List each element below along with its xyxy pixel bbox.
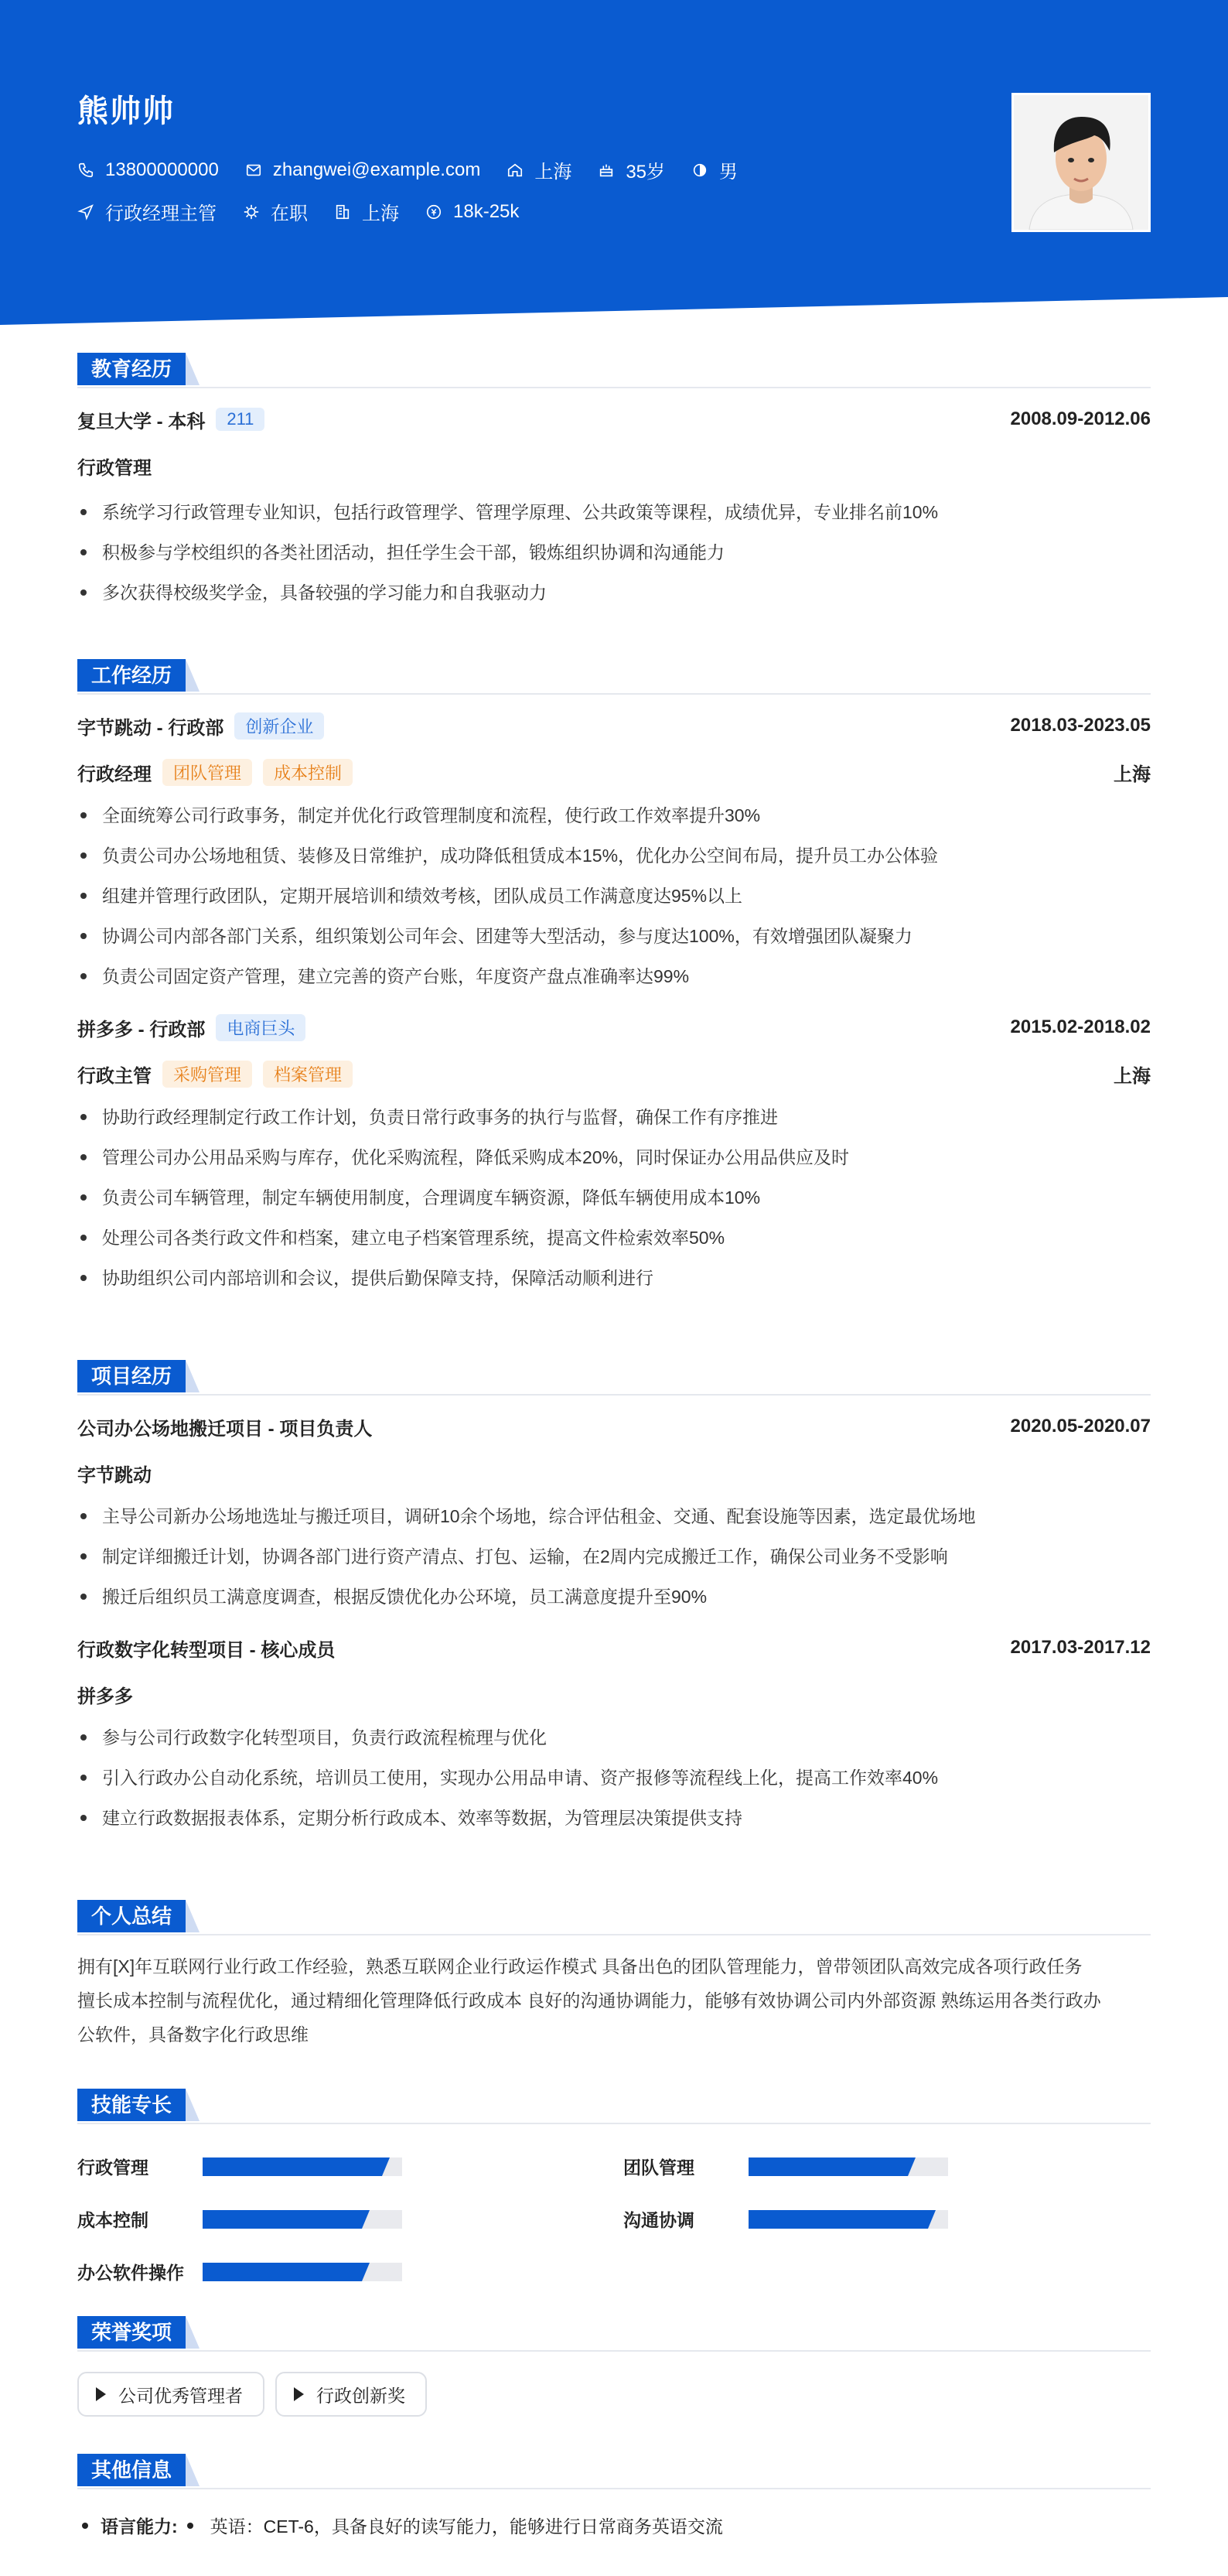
list-item: 系统学习行政管理专业知识，包括行政管理学、管理学原理、公共政策等课程，成绩优异，专业排名前10% xyxy=(77,492,1151,532)
award-name: 行政创新奖 xyxy=(316,2385,405,2406)
section-title xyxy=(77,353,1151,388)
job-row xyxy=(77,198,545,225)
project-entry-head xyxy=(77,1411,1151,1442)
phone-text: 13800000000 xyxy=(105,159,219,180)
home-icon xyxy=(507,162,524,179)
school-badge: 211 xyxy=(216,408,264,431)
education-title: 教育经历 xyxy=(77,353,186,385)
award-name: 公司优秀管理者 xyxy=(118,2385,243,2406)
section-title xyxy=(77,2316,1151,2352)
list-item: 管理公司办公用品采购与库存，优化采购流程，降低采购成本20%，同时保证办公用品供应及时 xyxy=(77,1137,1151,1177)
project-bullets xyxy=(77,1496,1151,1617)
education-bullets xyxy=(77,492,1151,613)
job-tag: 成本控制 xyxy=(263,759,353,786)
resume-header xyxy=(0,0,1228,325)
skill-bar-fill xyxy=(203,2263,362,2281)
cake-icon xyxy=(598,162,615,179)
job-target-text: 行政经理主管 xyxy=(105,203,217,224)
job-entry-head xyxy=(77,710,1151,741)
list-item: 负责公司办公场地租赁、装修及日常维护，成功降低租赁成本15%，优化办公空间布局，提升员工办公体验 xyxy=(77,835,1151,876)
phone-item xyxy=(77,159,219,181)
other-section xyxy=(77,2454,1151,2538)
skill-bar xyxy=(203,2210,402,2229)
company-name: 拼多多 - 行政部 xyxy=(77,1019,206,1040)
status-item xyxy=(243,198,308,225)
company-badge: 创新企业 xyxy=(234,712,324,740)
contact-row xyxy=(77,156,764,183)
list-item: 协助行政经理制定行政工作计划，负责日常行政事务的执行与监督，确保工作有序推进 xyxy=(77,1097,1151,1137)
skill-bar xyxy=(749,2210,948,2229)
job-role: 行政主管 xyxy=(77,1065,152,1087)
job-role: 行政经理 xyxy=(77,764,152,785)
job-bullets xyxy=(77,795,1151,996)
gender-item xyxy=(691,156,738,183)
list-item: 主导公司新办公场地选址与搬迁项目，调研10余个场地，综合评估租金、交通、配套设施等因素，选定最优场地 xyxy=(77,1496,1151,1536)
project-org: 拼多多 xyxy=(77,1686,133,1707)
job-entry-head xyxy=(77,1012,1151,1043)
avatar xyxy=(1011,93,1151,232)
skills-grid xyxy=(77,2124,1151,2283)
send-icon xyxy=(77,203,94,220)
awards-title: 荣誉奖项 xyxy=(77,2316,186,2349)
project-date: 2020.05-2020.07 xyxy=(1010,1416,1151,1437)
work-title: 工作经历 xyxy=(77,659,186,692)
job-city: 上海 xyxy=(1114,764,1151,785)
section-title xyxy=(77,1360,1151,1396)
building-icon xyxy=(334,203,351,220)
skill-bar-fill xyxy=(749,2157,908,2176)
skill-name: 沟通协调 xyxy=(623,2210,694,2230)
skills-section xyxy=(77,2089,1151,2283)
email-item xyxy=(245,159,481,181)
city-item xyxy=(334,198,399,225)
language-value: 英语：CET-6，具备良好的读写能力，能够进行日常商务英语交流 xyxy=(210,2516,723,2537)
job-date: 2015.02-2018.02 xyxy=(1010,1016,1151,1037)
skill-item xyxy=(77,2259,402,2284)
skill-bar-fill xyxy=(749,2210,928,2229)
skill-bar-fill xyxy=(203,2157,382,2176)
skills-title: 技能专长 xyxy=(77,2089,186,2121)
job-tag: 档案管理 xyxy=(263,1061,353,1088)
mail-icon xyxy=(245,162,262,179)
section-title xyxy=(77,2089,1151,2124)
skill-name: 成本控制 xyxy=(77,2210,148,2230)
list-item: 负责公司固定资产管理，建立完善的资产台账，年度资产盘点准确率达99% xyxy=(77,956,1151,996)
skill-name: 团队管理 xyxy=(623,2157,694,2178)
work-section xyxy=(77,659,1151,1298)
play-triangle-icon xyxy=(96,2387,106,2401)
list-item: 搬迁后组织员工满意度调查，根据反馈优化办公环境，员工满意度提升至90% xyxy=(77,1577,1151,1617)
section-title xyxy=(77,2454,1151,2489)
gender-text: 男 xyxy=(719,162,739,183)
skill-name: 行政管理 xyxy=(77,2157,148,2178)
email-text: zhangwei@example.com xyxy=(272,159,481,180)
project-org: 字节跳动 xyxy=(77,1464,152,1486)
education-section xyxy=(77,353,1151,613)
awards-list xyxy=(77,2372,1151,2417)
job-city: 上海 xyxy=(1114,1065,1151,1087)
list-item: 协助组织公司内部培训和会议，提供后勤保障支持，保障活动顺利进行 xyxy=(77,1258,1151,1298)
section-title xyxy=(77,659,1151,695)
other-title: 其他信息 xyxy=(77,2454,186,2486)
summary-line: 公软件，具备数字化行政思维 xyxy=(77,2024,309,2045)
skill-bar-fill xyxy=(203,2210,362,2229)
awards-section xyxy=(77,2316,1151,2417)
money-icon xyxy=(425,203,442,220)
skill-name: 办公软件操作 xyxy=(77,2263,184,2283)
job-tag: 采购管理 xyxy=(162,1061,252,1088)
education-entry-head xyxy=(77,404,1151,435)
company-name: 字节跳动 - 行政部 xyxy=(77,717,224,739)
list-item: 负责公司车辆管理，制定车辆使用制度，合理调度车辆资源，降低车辆使用成本10% xyxy=(77,1177,1151,1218)
list-item: 组建并管理行政团队，定期开展培训和绩效考核，团队成员工作满意度达95%以上 xyxy=(77,876,1151,916)
skill-bar xyxy=(203,2263,402,2281)
list-item: 协调公司内部各部门关系，组织策划公司年会、团建等大型活动，参与度达100%，有效增强团队凝聚力 xyxy=(77,916,1151,956)
job-tag: 团队管理 xyxy=(162,759,252,786)
projects-section xyxy=(77,1360,1151,1838)
salary-item xyxy=(425,201,519,223)
project-bullets xyxy=(77,1717,1151,1838)
education-date: 2008.09-2012.06 xyxy=(1010,408,1151,429)
summary-text xyxy=(77,1949,1151,2052)
age-text: 35岁 xyxy=(626,162,666,183)
award-chip xyxy=(77,2372,264,2417)
location-item xyxy=(507,156,571,183)
major: 行政管理 xyxy=(77,457,152,479)
location-text: 上海 xyxy=(534,162,572,183)
school-name: 复旦大学 - 本科 xyxy=(77,411,206,432)
project-entry-head xyxy=(77,1632,1151,1663)
phone-icon xyxy=(77,162,94,179)
job-role-row xyxy=(77,1058,1151,1089)
summary-section xyxy=(77,1900,1151,2052)
list-item: 多次获得校级奖学金，具备较强的学习能力和自我驱动力 xyxy=(77,572,1151,613)
gender-icon xyxy=(691,162,708,179)
job-role-row xyxy=(77,757,1151,787)
project-date: 2017.03-2017.12 xyxy=(1010,1637,1151,1658)
avatar-portrait-icon xyxy=(1014,95,1148,230)
skill-item xyxy=(623,2154,948,2179)
language-row xyxy=(77,2513,1151,2538)
job-target-item xyxy=(77,198,217,225)
job-date: 2018.03-2023.05 xyxy=(1010,715,1151,736)
bullet-dot-icon xyxy=(187,2523,193,2529)
company-badge: 电商巨头 xyxy=(216,1014,305,1041)
list-item: 全面统筹公司行政事务，制定并优化行政管理制度和流程，使行政工作效率提升30% xyxy=(77,795,1151,835)
list-item: 参与公司行政数字化转型项目，负责行政流程梳理与优化 xyxy=(77,1717,1151,1758)
summary-title: 个人总结 xyxy=(77,1900,186,1932)
skill-bar xyxy=(749,2157,948,2176)
award-chip xyxy=(275,2372,427,2417)
age-item xyxy=(598,156,665,183)
skill-item xyxy=(623,2206,948,2232)
bullet-dot-icon xyxy=(82,2523,88,2529)
skill-item xyxy=(77,2154,402,2179)
list-item: 制定详细搬迁计划，协调各部门进行资产清点、打包、运输，在2周内完成搬迁工作，确保公司业务不受影响 xyxy=(77,1536,1151,1577)
status-text: 在职 xyxy=(271,203,308,224)
summary-line: 拥有[X]年互联网行业行政工作经验，熟悉互联网企业行政运作模式 具备出色的团队管理能力，曾带领团队高效完成各项行政任务 xyxy=(77,1956,1083,1976)
list-item: 处理公司各类行政文件和档案，建立电子档案管理系统，提高文件检索效率50% xyxy=(77,1218,1151,1258)
status-icon xyxy=(243,203,260,220)
project-name: 公司办公场地搬迁项目 - 项目负责人 xyxy=(77,1418,373,1440)
skill-bar xyxy=(203,2157,402,2176)
candidate-name: 熊帅帅 xyxy=(77,94,175,128)
summary-line: 擅长成本控制与流程优化，通过精细化管理降低行政成本 良好的沟通协调能力，能够有效协调公司内外部资源 熟练运用各类行政办 xyxy=(77,1990,1101,2011)
language-label: 语言能力: xyxy=(101,2516,178,2537)
city-text: 上海 xyxy=(362,203,399,224)
projects-title: 项目经历 xyxy=(77,1360,186,1392)
list-item: 积极参与学校组织的各类社团活动，担任学生会干部，锻炼组织协调和沟通能力 xyxy=(77,532,1151,572)
project-name: 行政数字化转型项目 - 核心成员 xyxy=(77,1639,336,1661)
salary-text: 18k-25k xyxy=(453,200,520,222)
skill-item xyxy=(77,2206,402,2232)
list-item: 建立行政数据报表体系，定期分析行政成本、效率等数据，为管理层决策提供支持 xyxy=(77,1798,1151,1838)
play-triangle-icon xyxy=(294,2387,304,2401)
job-bullets xyxy=(77,1097,1151,1298)
list-item: 引入行政办公自动化系统，培训员工使用，实现办公用品申请、资产报修等流程线上化，提高工作效率40% xyxy=(77,1758,1151,1798)
section-title xyxy=(77,1900,1151,1935)
